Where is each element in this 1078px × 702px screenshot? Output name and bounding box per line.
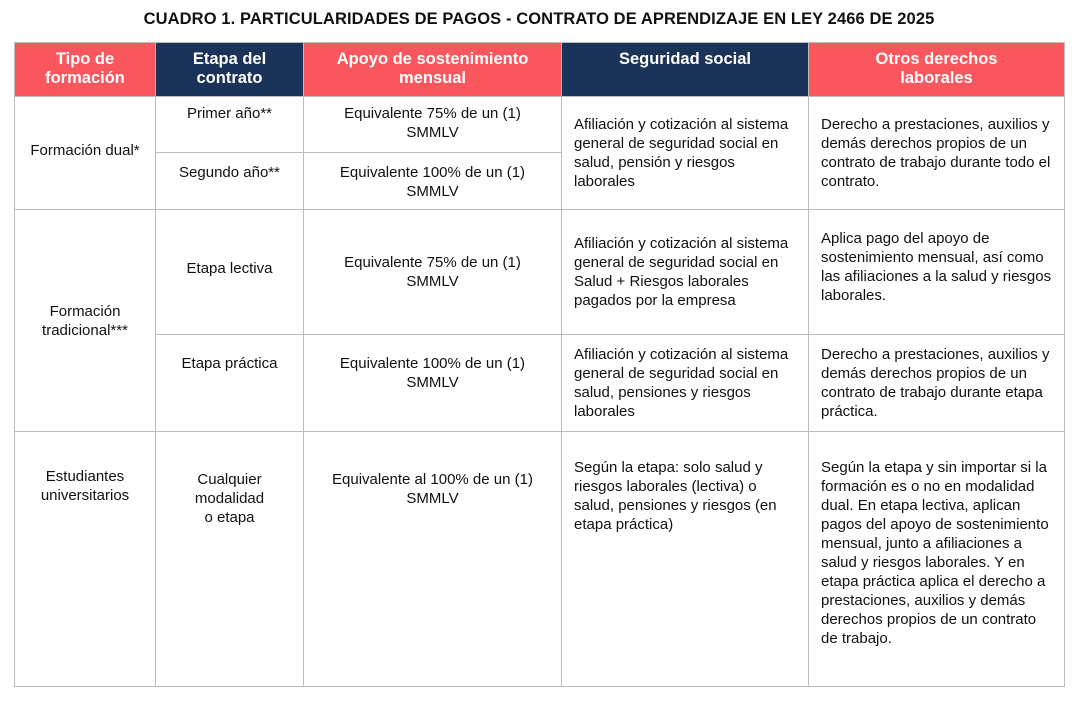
seguridad-cell-dual: Afiliación y cotización al sistema general de seguridad social en salud, pensión y riesgos laborales bbox=[562, 97, 809, 210]
table-row bbox=[15, 432, 1065, 687]
otros-cell-dual: Derecho a prestaciones, auxilios y demás derechos propios de un contrato de trabajo durante todo el contrato. bbox=[809, 97, 1065, 210]
header-seguridad-social: Seguridad social bbox=[562, 43, 809, 97]
apoyo-cell-universitarios: Equivalente al 100% de un (1) SMMLV bbox=[304, 432, 562, 687]
otros-cell-tradicional-2: Derecho a prestaciones, auxilios y demás derechos propios de un contrato de trabajo durante etapa práctica. bbox=[809, 335, 1065, 432]
etapa-cell-dual-1: Primer año** bbox=[156, 97, 304, 153]
header-tipo-formacion: Tipo de formación bbox=[15, 43, 156, 97]
tipo-cell-universitarios: Estudiantes universitarios bbox=[15, 432, 156, 687]
tipo-cell-tradicional: Formación tradicional*** bbox=[15, 210, 156, 432]
table-row bbox=[15, 335, 1065, 432]
seguridad-cell-tradicional-2: Afiliación y cotización al sistema general de seguridad social en salud, pensiones y riesgos laborales bbox=[562, 335, 809, 432]
table-row bbox=[15, 210, 1065, 335]
apoyo-cell-tradicional-1: Equivalente 75% de un (1) SMMLV bbox=[304, 210, 562, 335]
etapa-cell-dual-2: Segundo año** bbox=[156, 153, 304, 210]
header-row bbox=[15, 43, 1065, 97]
etapa-cell-tradicional-1: Etapa lectiva bbox=[156, 210, 304, 335]
header-apoyo-sostenimiento: Apoyo de sostenimiento mensual bbox=[304, 43, 562, 97]
header-otros-derechos: Otros derechos laborales bbox=[809, 43, 1065, 97]
seguridad-cell-tradicional-1: Afiliación y cotización al sistema general de seguridad social en Salud + Riesgos laborales pagados por la empresa bbox=[562, 210, 809, 335]
payments-table bbox=[14, 42, 1065, 687]
tipo-cell-dual: Formación dual* bbox=[15, 97, 156, 210]
table-title: CUADRO 1. PARTICULARIDADES DE PAGOS - CONTRATO DE APRENDIZAJE EN LEY 2466 DE 2025 bbox=[143, 10, 935, 28]
header-etapa-contrato: Etapa del contrato bbox=[156, 43, 304, 97]
etapa-cell-universitarios: Cualquier modalidad o etapa bbox=[156, 432, 304, 687]
apoyo-cell-dual-1: Equivalente 75% de un (1) SMMLV bbox=[304, 97, 562, 153]
etapa-cell-tradicional-2: Etapa práctica bbox=[156, 335, 304, 432]
apoyo-cell-tradicional-2: Equivalente 100% de un (1) SMMLV bbox=[304, 335, 562, 432]
otros-cell-universitarios: Según la etapa y sin importar si la formación es o no en modalidad dual. En etapa lectiva, aplican pagos del apoyo de sostenimiento mensual, junto a afiliaciones a salud y riesgos laborales. Y en etapa práctica aplica el derecho a prestaciones, auxilios y demás derechos propios de un contrato de trabajo. bbox=[809, 432, 1065, 687]
otros-cell-tradicional-1: Aplica pago del apoyo de sostenimiento mensual, así como las afiliaciones a la salud y riesgos laborales. bbox=[809, 210, 1065, 335]
seguridad-cell-universitarios: Según la etapa: solo salud y riesgos laborales (lectiva) o salud, pensiones y riesgos (en etapa práctica) bbox=[562, 432, 809, 687]
apoyo-cell-dual-2: Equivalente 100% de un (1) SMMLV bbox=[304, 153, 562, 210]
table-row bbox=[15, 97, 1065, 153]
